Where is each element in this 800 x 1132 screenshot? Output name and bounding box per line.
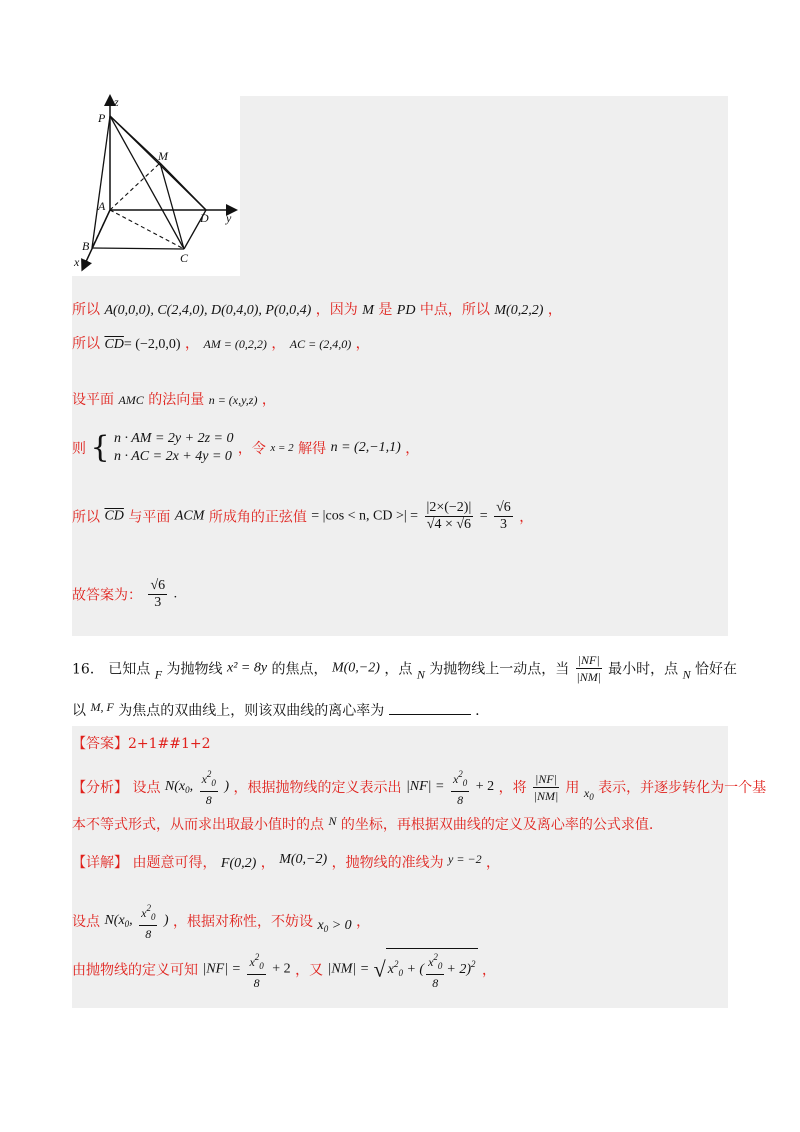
detail-tag: 【详解】: [72, 855, 128, 871]
label-p: P: [98, 111, 106, 125]
detail-line-1: 【详解】 由题意可得， F(0,2) ， M(0,−2) ，抛物线的准线为 y = −2 ，: [72, 852, 501, 871]
label-x: x: [74, 255, 80, 269]
answer-value: 2+1##1+2: [128, 736, 211, 752]
problem-number: 16．: [72, 661, 104, 678]
solution-line-6: 故答案为： $\frac{√6}{3}$ .: [72, 578, 178, 610]
ratio-fraction: $\frac{|NF|}{|NM|}$: [576, 653, 601, 684]
answer-blank: [389, 702, 471, 715]
analysis-tag: 【分析】: [72, 780, 128, 796]
pyramid-figure: [72, 94, 240, 276]
pyramid-diagram: [72, 94, 240, 276]
label-y: y: [226, 211, 232, 225]
system-brace: {: [90, 430, 110, 465]
solution-line-4: 则 { n · AM = 2y + 2z = 0 n · AC = 2x + 4y = 0 ，令 x = 2 解得 n = (2,−1,1) ，: [72, 430, 420, 465]
detail-line-2: 设点 $N(x_0$, $\frac{x^2_0}{8}$ ) ，根据对称性，不妨设 $x_0 > 0$ ，: [72, 900, 370, 942]
equation-system: n · AM = 2y + 2z = 0 n · AC = 2x + 4y = 0: [114, 431, 234, 464]
label-b: B: [82, 239, 90, 253]
sqrt-body: $x^2_0$ + ( $\frac{x^2_0}{8}$ + 2)$^2$: [386, 948, 478, 991]
answer-tag: 【答案】: [72, 736, 128, 752]
solution-line-3: 设平面 AMC 的法向量 n = (x,y,z) ，: [72, 392, 276, 408]
problem-16-line-2: 以 M, F 为焦点的双曲线上，则该双曲线的离心率为 .: [72, 700, 480, 719]
detail-line-3: 由抛物线的定义可知 |NF| = $\frac{x^2_0}{8}$ + 2 ，又 |NM| = √ $x^2_0$ + ( $\frac{x^2_0}{8}$ + 2)$^2$ ，: [72, 948, 496, 991]
sine-result: $\frac{√6}{3}$: [496, 500, 511, 532]
answer-line: [72, 733, 211, 753]
label-d: D: [200, 211, 209, 225]
analysis-line-2: 本不等式形式，从而求出取最小值时的点 N 的坐标，再根据双曲线的定义及离心率的公式求值.: [72, 814, 654, 833]
sine-fraction: $\frac{|2\times(-2)|}{√4 \times √6}$: [426, 500, 472, 532]
problem-16-line-1: 16． 已知点 F 为抛物线 x² = 8y 的焦点， M(0,−2) ，点 N 为抛物线上一动点，当 $\frac{|NF|}{|NM|}$ 最小时，点 N 恰好在: [72, 653, 738, 684]
label-c: C: [180, 251, 189, 265]
analysis-line-1: 【分析】 设点 $N(x_0$, $\frac{x^2_0}{8}$ ) ，根据抛物线的定义表示出 |NF| = $\frac{x^2_0}{8}$ + 2 ，将 $\frac{|NF|}{|NM|}$ 用 $x_0$ 表示，并逐步转化为一个基: [72, 766, 766, 808]
solution-line-1: 所以 A(0,0,0), C(2,4,0), D(0,4,0), P(0,0,4) ，因为 M 是 PD 中点，所以 M(0,2,2) ，: [72, 302, 562, 318]
answer-fraction: $\frac{√6}{3}$: [150, 578, 166, 610]
label-m: M: [158, 149, 168, 163]
solution-line-2: 所以 $\overline{CD}= (-2,0,0)$ ， AM = (0,2,2) ， AC = (2,4,0) ，: [72, 336, 370, 352]
label-z: z: [114, 95, 119, 109]
sqrt-sign: √: [373, 956, 386, 982]
point-coordinates: A(0,0,0), C(2,4,0), D(0,4,0), P(0,0,4): [104, 303, 312, 318]
solution-line-5: 所以 $\overline{CD}$ 与平面 ACM 所成角的正弦值 = |cos < n, CD >| = $\frac{|2\times(-2)|}{√4 \times √6}$ = $\frac{√6}{3}$ ，: [72, 500, 534, 532]
label-a: A: [98, 199, 106, 213]
